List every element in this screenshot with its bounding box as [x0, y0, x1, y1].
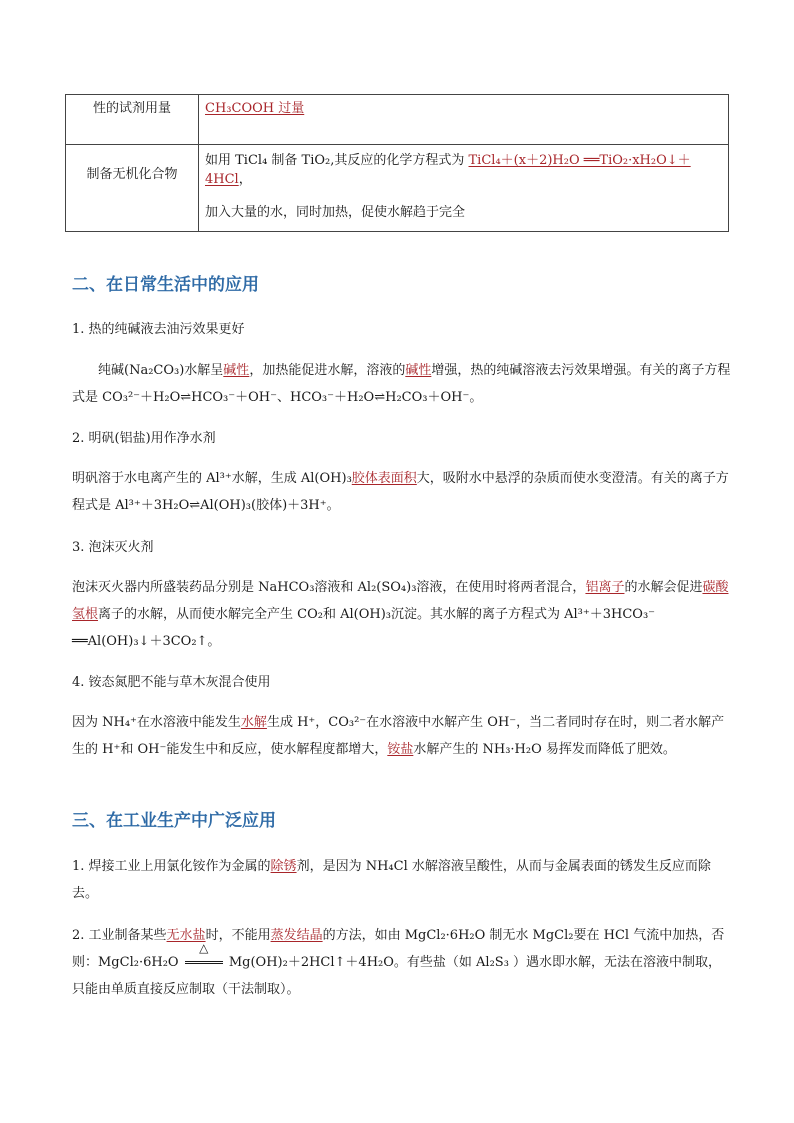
s2-item3-paragraph	[72, 574, 732, 655]
s2-item3-text-b: 的水解会促进	[624, 580, 703, 595]
heat-arrow	[183, 941, 225, 976]
s2-item4-title: 4. 铵态氮肥不能与草木灰混合使用	[72, 675, 271, 690]
table-cell-content	[199, 95, 729, 145]
row1-text: CH₃COOH 过量	[205, 101, 305, 116]
s2-item4-paragraph	[72, 709, 732, 763]
s3-item1-paragraph	[72, 853, 732, 907]
row2-text-a: 如用 TiCl₄ 制备 TiO₂,其反应的化学方程式为	[205, 153, 469, 168]
s2-item3-text-c: 离子的水解，从而使水解完全产生 CO₂和 Al(OH)₃沉淀。其水解的离子方程式为 Al³⁺＋3HCO₃⁻ ══Al(OH)₃↓＋3CO₂↑。	[72, 607, 656, 649]
s3-item2-red2: 蒸发结晶	[270, 928, 323, 943]
applications-table	[65, 94, 729, 232]
table-cell-label	[66, 95, 199, 145]
table-row	[66, 145, 729, 232]
section2-heading: 二、在日常生活中的应用	[72, 275, 259, 295]
s2-item4-text-a: 因为 NH₄⁺在水溶液中能发生	[72, 715, 241, 730]
row2-text-c: 加入大量的水，同时加热，促使水解趋于完全	[205, 205, 466, 220]
s2-item3-red2: 碳酸氢根	[72, 580, 729, 622]
s3-item2-text-a: 2. 工业制备某些	[72, 928, 167, 943]
s2-item1-title: 1. 热的纯碱液去油污效果更好	[72, 322, 245, 337]
s2-item2-text-a: 明矾溶于水电离产生的 Al³⁺水解，生成 Al(OH)₃	[72, 471, 352, 486]
s3-item2-red1: 无水盐	[166, 928, 206, 943]
row1-label: 性的试剂用量	[92, 101, 171, 116]
row2-equation: TiCl₄＋(x＋2)H₂O ══TiO₂·xH₂O↓＋4HCl	[205, 153, 691, 187]
row2-text-b: ，	[238, 172, 252, 187]
s2-item1-text-b: ，加热能促进水解，溶液的	[249, 363, 406, 378]
s2-item3-text-a: 泡沫灭火器内所盛装药品分别是 NaHCO₃溶液和 Al₂(SO₄)₃溶液，在使用时将两者混合，	[72, 580, 586, 595]
section3-heading: 三、在工业生产中广泛应用	[72, 811, 276, 831]
s3-item1-red: 除锈	[270, 859, 297, 874]
delta-icon: △	[199, 941, 209, 955]
s3-item2-text-c: 的方法，如由 MgCl₂·6H₂O 制无水 MgCl₂要在 HCl 气流中加热，否则：MgCl₂·6H₂O	[72, 928, 725, 970]
s2-item4-red2: 铵盐	[387, 742, 414, 757]
s2-item1-red1: 碱性	[223, 363, 250, 378]
s2-item3-title: 3. 泡沫灭火剂	[72, 540, 154, 555]
s2-item2-paragraph	[72, 465, 732, 519]
s2-item2-text-b: 大，吸附水中悬浮的杂质而使水变澄清。有关的离子方程式是 Al³⁺＋3H₂O⇌Al(OH)₃(胶体)＋3H⁺。	[72, 471, 729, 513]
s2-item4-text-c: 水解产生的 NH₃·H₂O 易挥发而降低了肥效。	[413, 742, 676, 757]
s3-item2-text-d: Mg(OH)₂＋2HCl↑＋4H₂O。有些盐（如 Al₂S₃ ）遇水即水解，无法在溶液中制取，只能由单质直接反应制取（干法制取）。	[72, 955, 722, 997]
s3-item1-text-a: 1. 焊接工业上用氯化铵作为金属的	[72, 859, 271, 874]
s2-item4-text-b: 生成 H⁺，CO₃²⁻在水溶液中水解产生 OH⁻，当二者同时存在时，则二者水解产生的 H⁺和 OH⁻能发生中和反应，使水解程度都增大，	[72, 715, 725, 757]
table-cell-label	[66, 145, 199, 232]
s2-item1-text-a: 纯碱(Na₂CO₃)水解呈	[98, 363, 224, 378]
s2-item2-red: 胶体表面积	[351, 471, 417, 486]
s2-item2-title: 2. 明矾(铝盐)用作净水剂	[72, 431, 216, 446]
s3-item2-text-b: 时，不能用	[205, 928, 271, 943]
s3-item1-text-b: 剂，是因为 NH₄Cl 水解溶液呈酸性，从而与金属表面的锈发生反应而除去。	[72, 859, 711, 901]
row2-label: 制备无机化合物	[86, 167, 178, 182]
s2-item1-red2: 碱性	[405, 363, 432, 378]
s2-item3-red1: 铝离子	[585, 580, 625, 595]
table-cell-content	[199, 145, 729, 232]
table-row	[66, 95, 729, 145]
s3-item2-paragraph	[72, 922, 732, 1003]
s2-item4-red1: 水解	[240, 715, 267, 730]
s2-item1-text-c: 增强，热的纯碱溶液去污效果增强。有关的离子方程式是 CO₃²⁻＋H₂O⇌HCO₃⁻＋OH⁻、HCO₃⁻＋H₂O⇌H₂CO₃＋OH⁻。	[72, 363, 731, 405]
s2-item1-paragraph	[72, 357, 732, 411]
